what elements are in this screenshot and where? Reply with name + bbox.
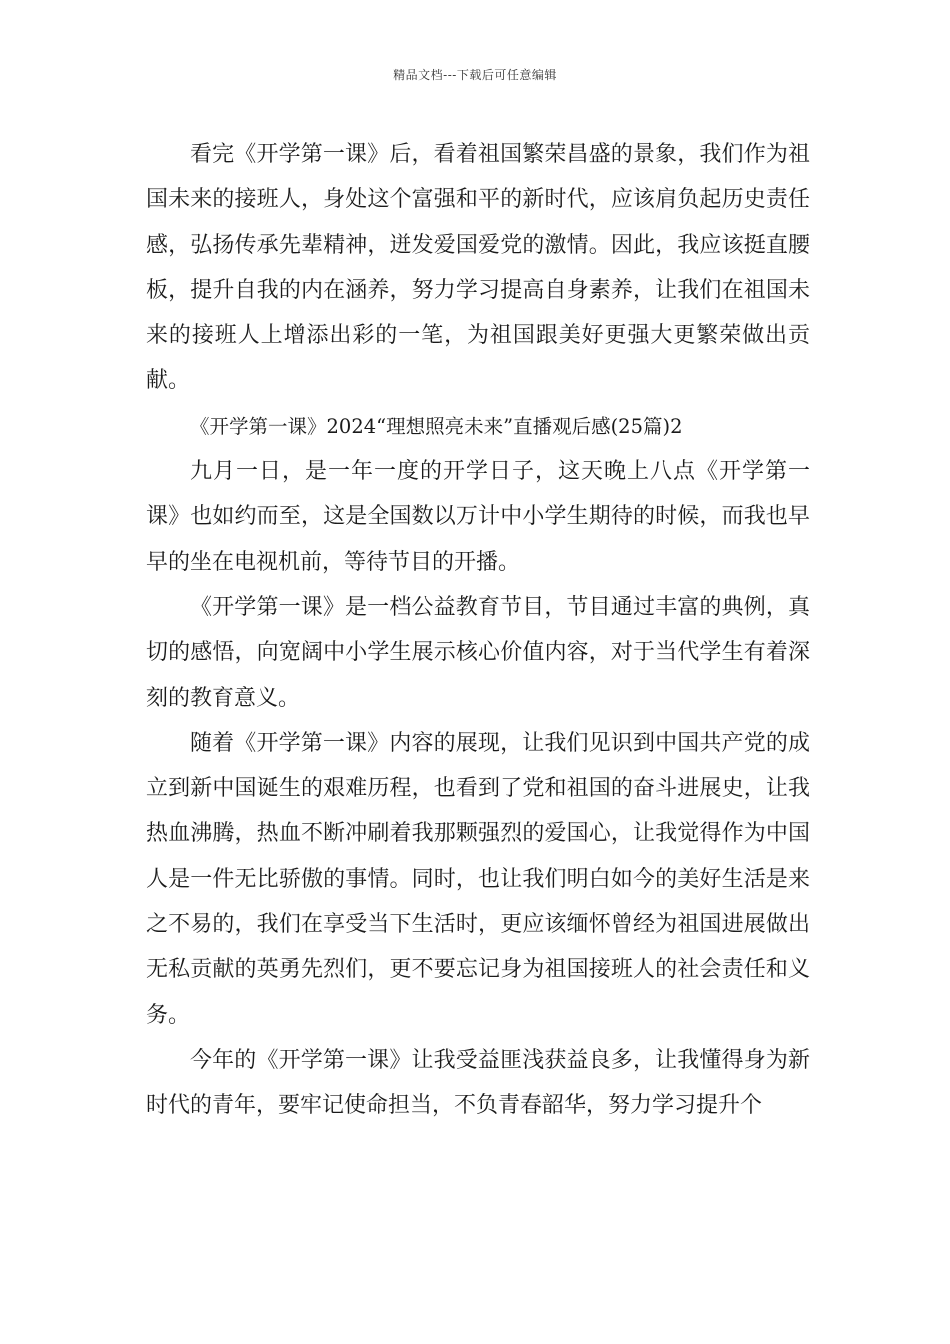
paragraph: 随着《开学第一课》内容的展现，让我们见识到中国共产党的成立到新中国诞生的艰难历程，也看到了党和祖国的奋斗进展史，让我热血沸腾，热血不断冲刷着我那颗强烈的爱国心，让我觉得作为中国人是一件无比骄傲的事情。同时，也让我们明白如今的美好生活是来之不易的，我们在享受当下生活时，更应该缅怀曾经为祖国进展做出无私贡献的英勇先烈们，更不要忘记身为祖国接班人的社会责任和义务。 (146, 730, 810, 1028)
paragraph: 看完《开学第一课》后，看着祖国繁荣昌盛的景象，我们作为祖国未来的接班人，身处这个富强和平的新时代，应该肩负起历史责任感，弘扬传承先辈精神，迸发爱国爱党的激情。因此，我应该挺直腰板，提升自我的内在涵养，努力学习提高自身素养，让我们在祖国未来的接班人上增添出彩的一笔，为祖国跟美好更强大更繁荣做出贡献。 (146, 142, 810, 394)
section-title: 《开学第一课》2024“理想照亮未来”直播观后感(25篇)2 (190, 414, 683, 438)
paragraph: 《开学第一课》是一档公益教育节目，节目通过丰富的典例，真切的感悟，向宽阔中小学生展示核心价值内容，对于当代学生有着深刻的教育意义。 (146, 594, 810, 711)
paragraph: 九月一日，是一年一度的开学日子，这天晚上八点《开学第一课》也如约而至，这是全国数以万计中小学生期待的时候，而我也早早的坐在电视机前，等待节目的开播。 (146, 459, 810, 575)
page-header: 精品文档---下载后可任意编辑 (393, 68, 557, 82)
document-body (146, 132, 810, 1129)
paragraph: 今年的《开学第一课》让我受益匪浅获益良多，让我懂得身为新时代的青年，要牢记使命担当，不负青春韶华，努力学习提升个 (146, 1047, 810, 1119)
